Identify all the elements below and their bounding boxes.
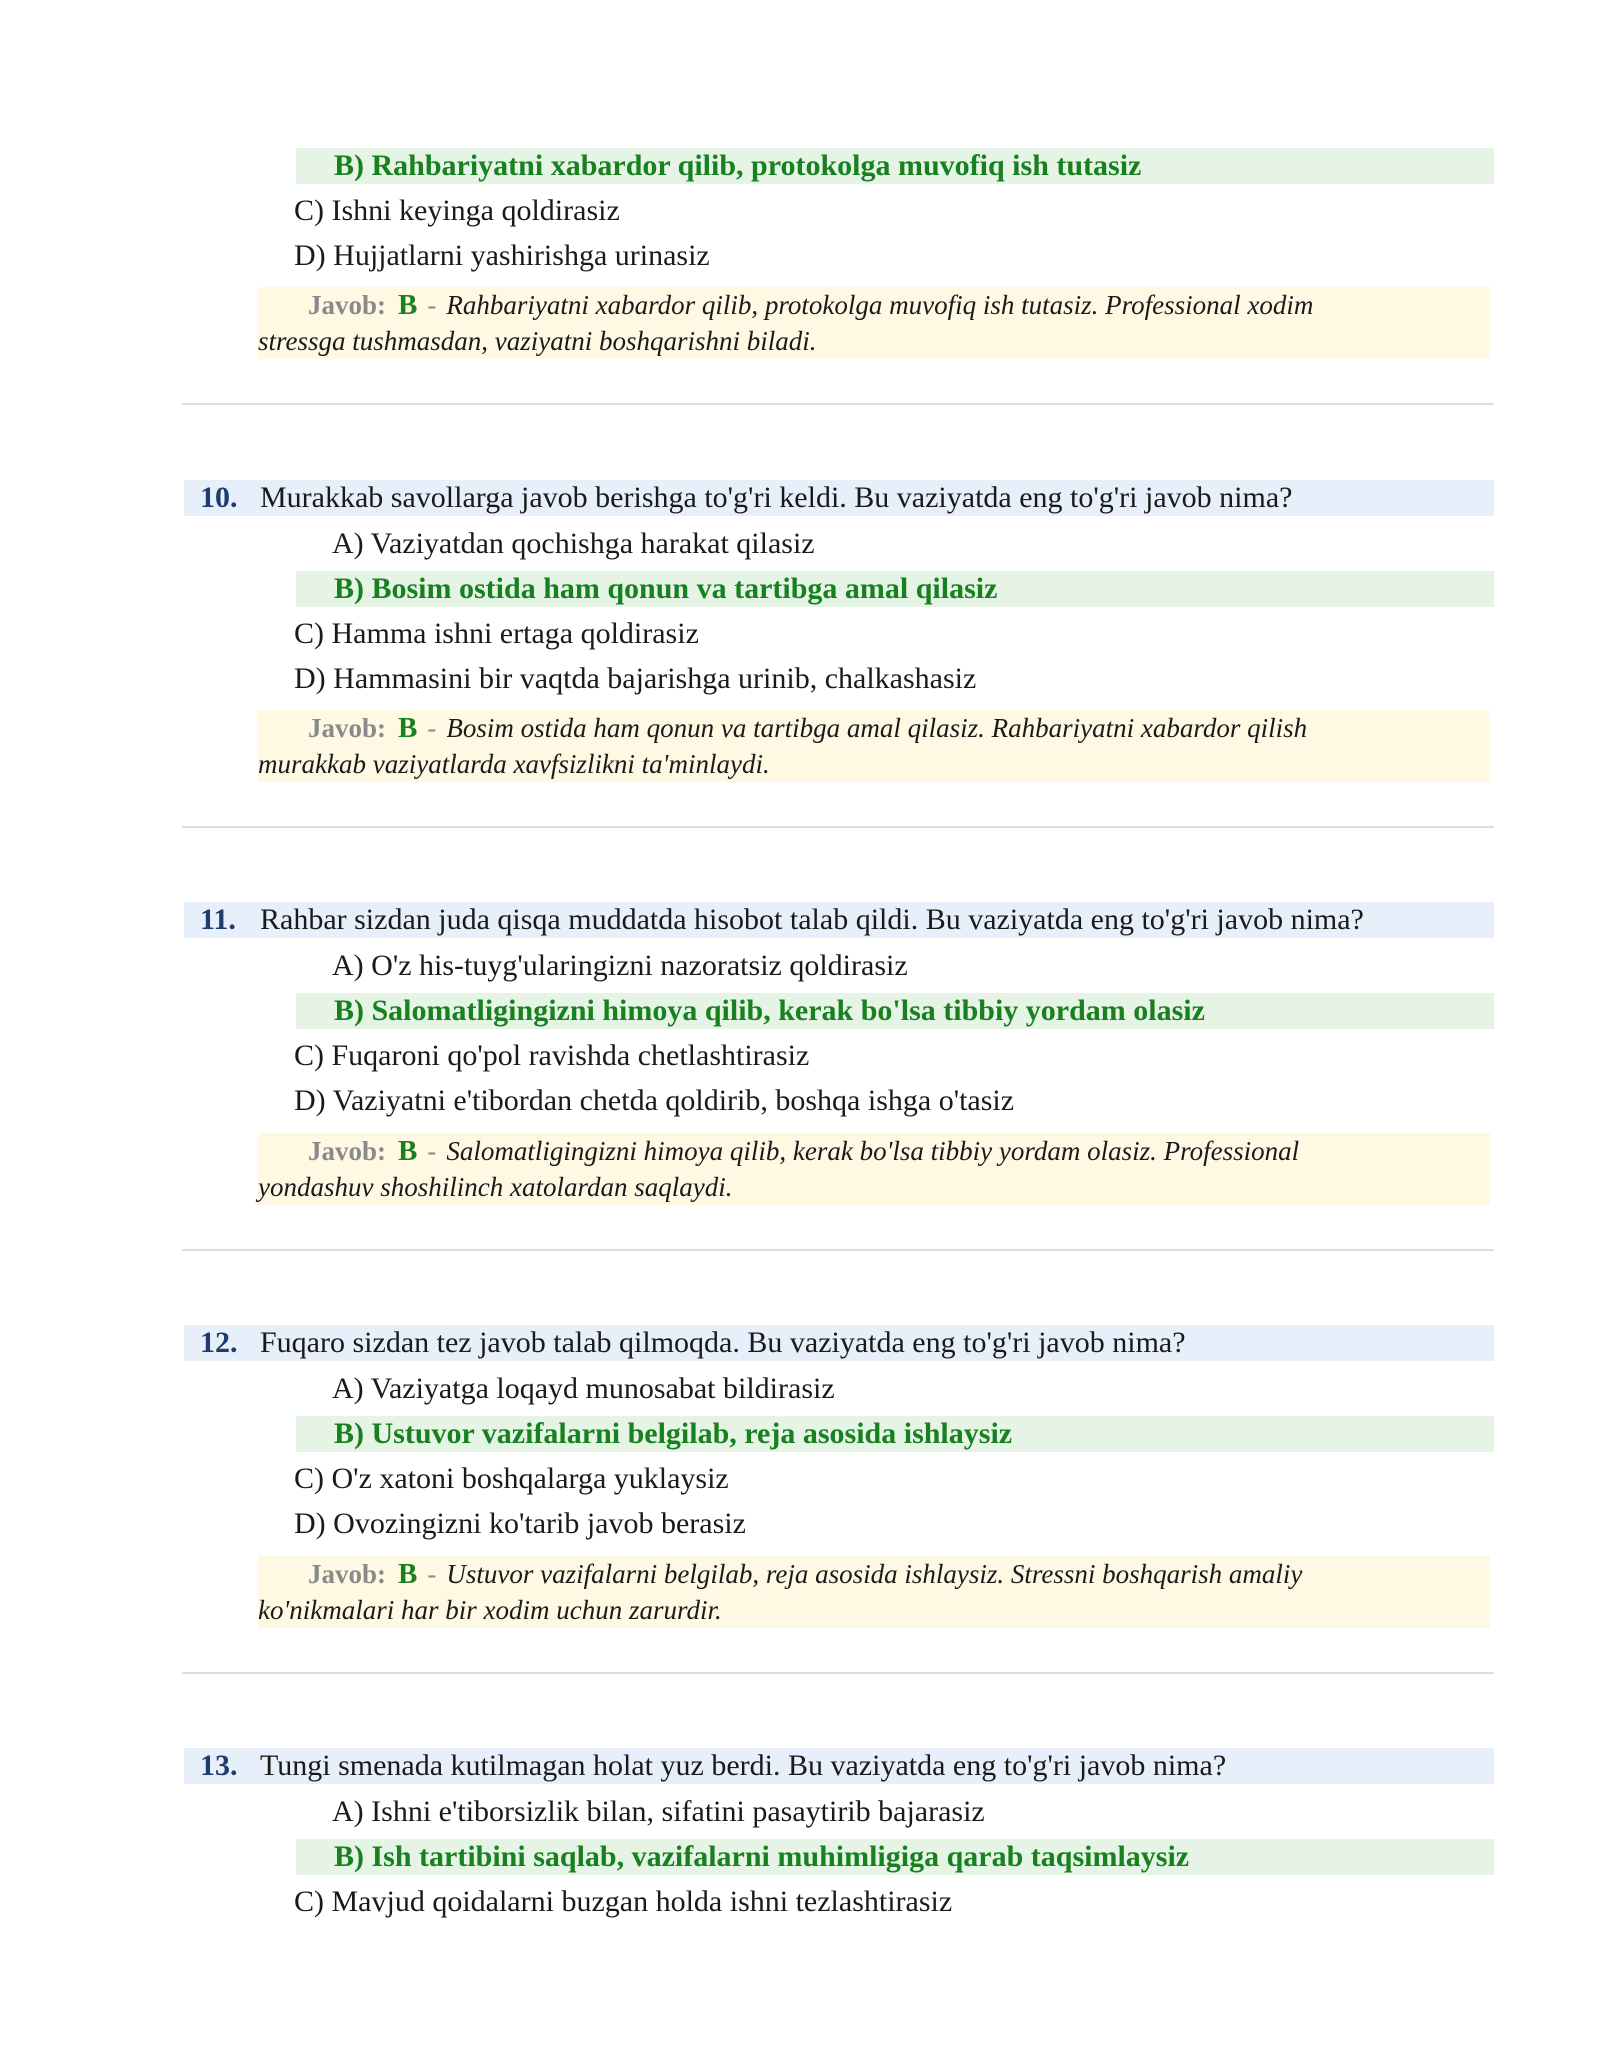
answer-explanation: Rahbariyatni xabardor qilib, protokolga muvofiq ish tutasiz. Professional xodim [446, 290, 1314, 320]
answer-letter: B [398, 1558, 418, 1590]
answer-box [258, 287, 1490, 359]
question-number: 10. [200, 481, 238, 514]
option-d: D) Vaziyatni e'tibordan chetda qoldirib, boshqa ishga o'tasiz [294, 1084, 1015, 1117]
question-text: Rahbar sizdan juda qisqa muddatda hisobot talab qildi. Bu vaziyatda eng to'g'ri javob nima? [260, 903, 1364, 936]
answer-dash: - [427, 713, 437, 743]
option-a: A) Vaziyatga loqayd munosabat bildirasiz [332, 1372, 835, 1405]
answer-explanation: Salomatligingizni himoya qilib, kerak bo'lsa tibbiy yordam olasiz. Professional [446, 1136, 1300, 1166]
answer-explanation-cont: murakkab vaziyatlarda xavfsizlikni ta'minlaydi. [258, 749, 770, 779]
option-a: A) Vaziyatdan qochishga harakat qilasiz [332, 527, 815, 560]
answer-letter: B [398, 712, 418, 744]
answer-label: Javob: [308, 713, 387, 743]
question-number: 12. [200, 1326, 238, 1359]
option-c: C) O'z xatoni boshqalarga yuklaysiz [294, 1462, 729, 1495]
option-d: D) Hujjatlarni yashirishga urinasiz [294, 239, 710, 272]
answer-explanation: Bosim ostida ham qonun va tartibga amal qilasiz. Rahbariyatni xabardor qilish [446, 713, 1308, 743]
option-c: C) Hamma ishni ertaga qoldirasiz [294, 617, 699, 650]
question-10 [184, 480, 1494, 516]
option-b-correct: B) Rahbariyatni xabardor qilib, protokolga muvofiq ish tutasiz [296, 148, 1494, 184]
option-b-correct: B) Ustuvor vazifalarni belgilab, reja asosida ishlaysiz [296, 1416, 1494, 1452]
option-b-correct: B) Bosim ostida ham qonun va tartibga amal qilasiz [296, 571, 1494, 607]
answer-dash: - [427, 1559, 437, 1589]
answer-label: Javob: [308, 1136, 387, 1166]
answer-label: Javob: [308, 290, 387, 320]
divider [182, 403, 1494, 405]
question-11 [184, 902, 1494, 938]
question-text: Murakkab savollarga javob berishga to'g'ri keldi. Bu vaziyatda eng to'g'ri javob nima? [260, 481, 1293, 514]
option-c: C) Ishni keyinga qoldirasiz [294, 194, 620, 227]
option-b-correct: B) Salomatligingizni himoya qilib, kerak bo'lsa tibbiy yordam olasiz [296, 993, 1494, 1029]
answer-dash: - [427, 1136, 437, 1166]
answer-letter: B [398, 1135, 418, 1167]
answer-letter: B [398, 289, 418, 321]
option-d: D) Ovozingizni ko'tarib javob berasiz [294, 1507, 746, 1540]
divider [182, 1249, 1494, 1251]
question-number: 11. [200, 903, 236, 936]
divider [182, 1672, 1494, 1674]
question-13 [184, 1748, 1494, 1784]
answer-box [258, 1133, 1490, 1205]
option-a: A) O'z his-tuyg'ularingizni nazoratsiz qoldirasiz [332, 949, 908, 982]
answer-explanation-cont: yondashuv shoshilinch xatolardan saqlaydi. [258, 1172, 733, 1202]
option-d: D) Hammasini bir vaqtda bajarishga urinib, chalkashasiz [294, 662, 977, 695]
question-text: Tungi smenada kutilmagan holat yuz berdi. Bu vaziyatda eng to'g'ri javob nima? [260, 1749, 1227, 1782]
question-12 [184, 1325, 1494, 1361]
divider [182, 826, 1494, 828]
answer-explanation-cont: stressga tushmasdan, vaziyatni boshqarishni biladi. [258, 326, 817, 356]
answer-label: Javob: [308, 1559, 387, 1589]
question-text: Fuqaro sizdan tez javob talab qilmoqda. Bu vaziyatda eng to'g'ri javob nima? [260, 1326, 1186, 1359]
question-number: 13. [200, 1749, 238, 1782]
option-b-correct: B) Ish tartibini saqlab, vazifalarni muhimligiga qarab taqsimlaysiz [296, 1839, 1494, 1875]
answer-box [258, 710, 1490, 782]
option-c: C) Mavjud qoidalarni buzgan holda ishni tezlashtirasiz [294, 1885, 953, 1918]
answer-explanation-cont: ko'nikmalari har bir xodim uchun zarurdir. [258, 1595, 722, 1625]
answer-box [258, 1556, 1490, 1628]
answer-explanation: Ustuvor vazifalarni belgilab, reja asosida ishlaysiz. Stressni boshqarish amaliy [446, 1559, 1303, 1589]
option-c: C) Fuqaroni qo'pol ravishda chetlashtirasiz [294, 1039, 810, 1072]
option-a: A) Ishni e'tiborsizlik bilan, sifatini pasaytirib bajarasiz [332, 1795, 985, 1828]
answer-dash: - [427, 290, 437, 320]
